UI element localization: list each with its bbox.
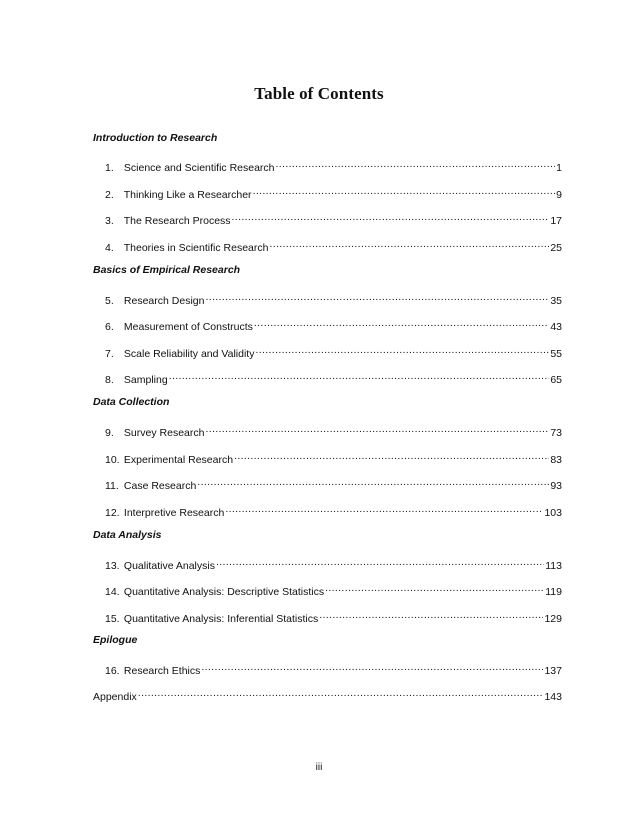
toc-entry-page: 129 [544,613,562,625]
toc-entry-page: 73 [550,427,562,439]
toc-entry-page: 17 [550,215,562,227]
dot-leader [138,686,544,700]
page-title: Table of Contents [254,84,384,103]
toc-entry[interactable] [105,422,562,439]
toc-entry[interactable] [105,210,562,227]
toc-entry-label: 2. Thinking Like a Researcher [105,189,252,201]
toc-entry-page: 1 [556,162,562,174]
toc-entry-label: 10. Experimental Research [105,454,234,466]
toc-entry-page: 55 [550,348,562,360]
section-heading-introduction: Introduction to Research [93,132,218,144]
toc-entry-page: 65 [550,374,562,386]
toc-entry[interactable] [105,157,562,174]
toc-entry-label: 15. Quantitative Analysis: Inferential Statistics [105,613,319,625]
dot-leader [255,343,549,357]
toc-entry-label: 12. Interpretive Research [105,507,225,519]
toc-entry[interactable] [105,660,562,677]
toc-entry[interactable] [105,369,562,386]
dot-leader [325,581,544,595]
page-number: iii [315,762,323,773]
dot-leader [205,422,549,436]
toc-entry-page: 119 [545,586,562,598]
section-heading-basics: Basics of Empirical Research [93,264,241,276]
toc-entry-label: 5. Research Design [105,295,205,307]
toc-entry-label: 13. Qualitative Analysis [105,560,215,572]
toc-entry-page: 35 [550,295,562,307]
toc-entry-label: 1. Science and Scientific Research [105,162,275,174]
toc-entry-label: 7. Scale Reliability and Validity [105,348,255,360]
toc-entry-page: 93 [550,480,562,492]
dot-leader [225,502,543,516]
toc-entry-page: 9 [556,189,562,201]
toc-entry[interactable] [105,608,562,625]
dot-leader [201,660,543,674]
toc-entry[interactable] [105,290,562,307]
toc-entry[interactable] [105,237,562,254]
toc-entry[interactable] [105,184,562,201]
toc-entry-label: 6. Measurement of Constructs [105,321,253,333]
section-heading-data-collection: Data Collection [93,396,170,408]
toc-entry[interactable] [105,555,562,572]
dot-leader [216,555,544,569]
dot-leader [232,210,550,224]
toc-entry-label: 3. The Research Process [105,215,231,227]
toc-entry-page: 143 [544,691,562,703]
dot-leader [169,369,550,383]
dot-leader [205,290,549,304]
dot-leader [276,157,556,171]
toc-entry[interactable] [105,502,562,519]
toc-entry-label: 16. Research Ethics [105,665,201,677]
section-heading-data-analysis: Data Analysis [93,529,162,541]
toc-entry-page: 137 [544,665,562,677]
dot-leader [269,237,549,251]
dot-leader [253,184,556,198]
toc-entry-page: 83 [550,454,562,466]
toc-entry-label: 11. Case Research [105,480,197,492]
toc-entry-label: 8. Sampling [105,374,168,386]
dot-leader [254,316,549,330]
dot-leader [319,608,543,622]
toc-entry-page: 43 [550,321,562,333]
section-heading-epilogue: Epilogue [93,634,138,646]
toc-entry[interactable] [105,316,562,333]
dot-leader [197,475,549,489]
toc-entry-label: 4. Theories in Scientific Research [105,242,269,254]
toc-entry-page: 25 [550,242,562,254]
toc-entry-label: Appendix [93,691,137,703]
toc-entry-appendix[interactable] [93,686,562,703]
toc-entry-page: 103 [544,507,562,519]
toc-entry[interactable] [105,475,562,492]
toc-entry-page: 113 [545,560,562,572]
dot-leader [234,449,549,463]
toc-entry[interactable] [105,449,562,466]
toc-entry[interactable] [105,343,562,360]
toc-entry-label: 14. Quantitative Analysis: Descriptive Statistics [105,586,325,598]
toc-entry[interactable] [105,581,562,598]
toc-entry-label: 9. Survey Research [105,427,205,439]
